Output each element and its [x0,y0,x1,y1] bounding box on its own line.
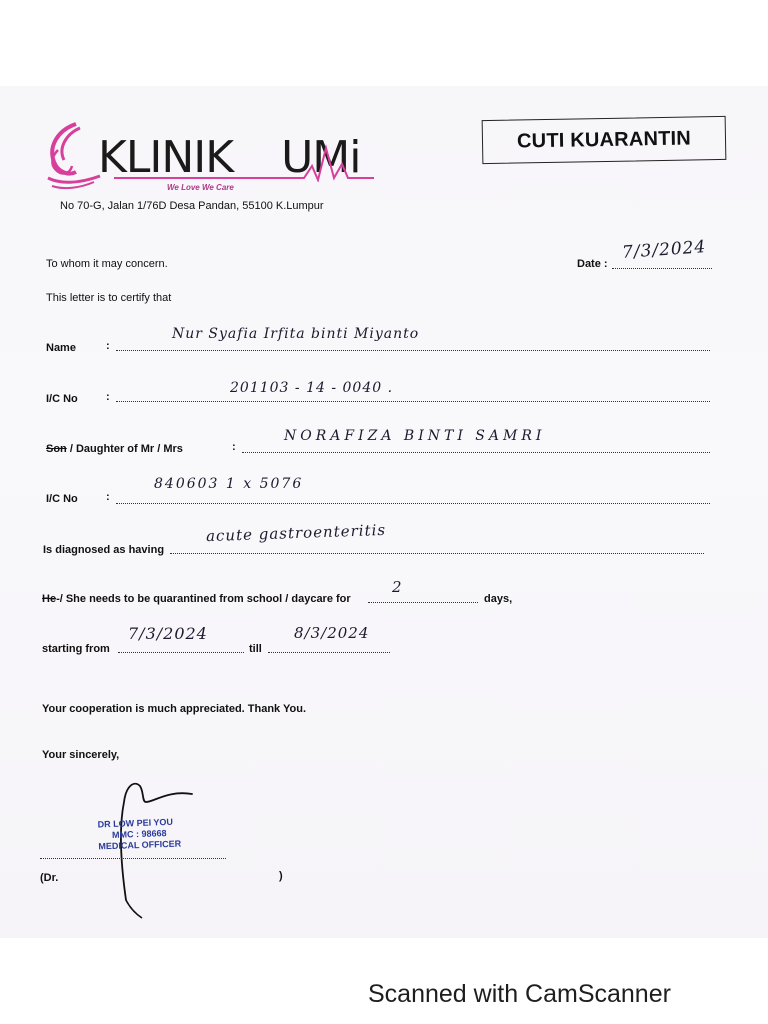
name-value: Nur Syafia Irfita binti Miyanto [172,326,420,342]
parent-colon: : [232,441,236,453]
clinic-logo [44,120,374,195]
closing-line: Your cooperation is much appreciated. Thank You. [42,703,307,715]
parent-label-rest: / Daughter of Mr / Mrs [66,443,183,455]
days-value: 2 [392,578,403,596]
ic-colon: : [106,391,110,403]
parent-label-son: Son [46,443,67,455]
days-dotted-line [368,602,478,603]
sign-off: Your sincerely, [42,749,120,761]
till-value: 8/3/2024 [294,624,370,642]
till-label: till [249,643,262,655]
parent-ic-label: I/C No [46,493,78,505]
scanner-watermark: Scanned with CamScanner [368,980,671,1008]
ic-label: I/C No [46,393,78,405]
signature-dotted-line [40,858,226,859]
quarantine-label-he: He [42,593,57,605]
date-dotted-line [612,268,712,269]
klinik-umi-logo-icon [44,120,104,192]
certify-line: This letter is to certify that [46,292,172,304]
starting-value: 7/3/2024 [128,624,208,643]
stamp-line-mmc: MMC : 98668 [111,828,167,840]
clinic-address: No 70-G, Jalan 1/76D Desa Pandan, 55100 K.Lumpur [60,200,324,212]
starting-label: starting from [42,643,110,655]
ic-value: 201103 - 14 - 0040 . [230,380,394,396]
document-title: CUTI KUARANTIN [482,116,727,164]
quarantine-label [42,593,351,605]
diagnosis-dotted-line [170,553,704,554]
doctor-close: ) [279,870,283,882]
stamp-line-title: MEDICAL OFFICER [98,838,182,852]
logo-tagline: We Love We Care [167,183,234,192]
quarantine-label-rest: -/ She needs to be quarantined from school / daycare for [56,593,351,605]
till-dotted-line [268,652,390,653]
doctor-open: (Dr. [40,872,59,884]
ic-dotted-line [116,401,710,402]
parent-ic-dotted-line [116,503,710,504]
name-dotted-line [116,350,710,351]
heartbeat-line-icon [114,142,374,182]
starting-dotted-line [118,652,244,653]
greeting: To whom it may concern. [46,258,168,270]
name-label: Name [46,342,76,354]
logo-word-umi: UMi [281,132,361,183]
name-colon: : [106,340,110,352]
stamp-line-name: DR LOW PEI YOU [97,816,174,830]
doctor-stamp [97,817,181,853]
parent-dotted-line [242,452,710,453]
logo-word-klinik: KLINIK [98,132,234,183]
parent-label [46,443,183,455]
date-label: Date : [577,258,608,270]
diagnosis-label: Is diagnosed as having [43,544,165,556]
parent-value: NORAFIZA BINTI SAMRI [284,428,546,444]
parent-ic-value: 840603 1 x 5076 [154,476,304,492]
parent-ic-colon: : [106,491,110,503]
days-label: days, [484,593,513,605]
date-value: 7/3/2024 [621,237,707,263]
diagnosis-value: acute gastroenteritis [205,520,387,546]
